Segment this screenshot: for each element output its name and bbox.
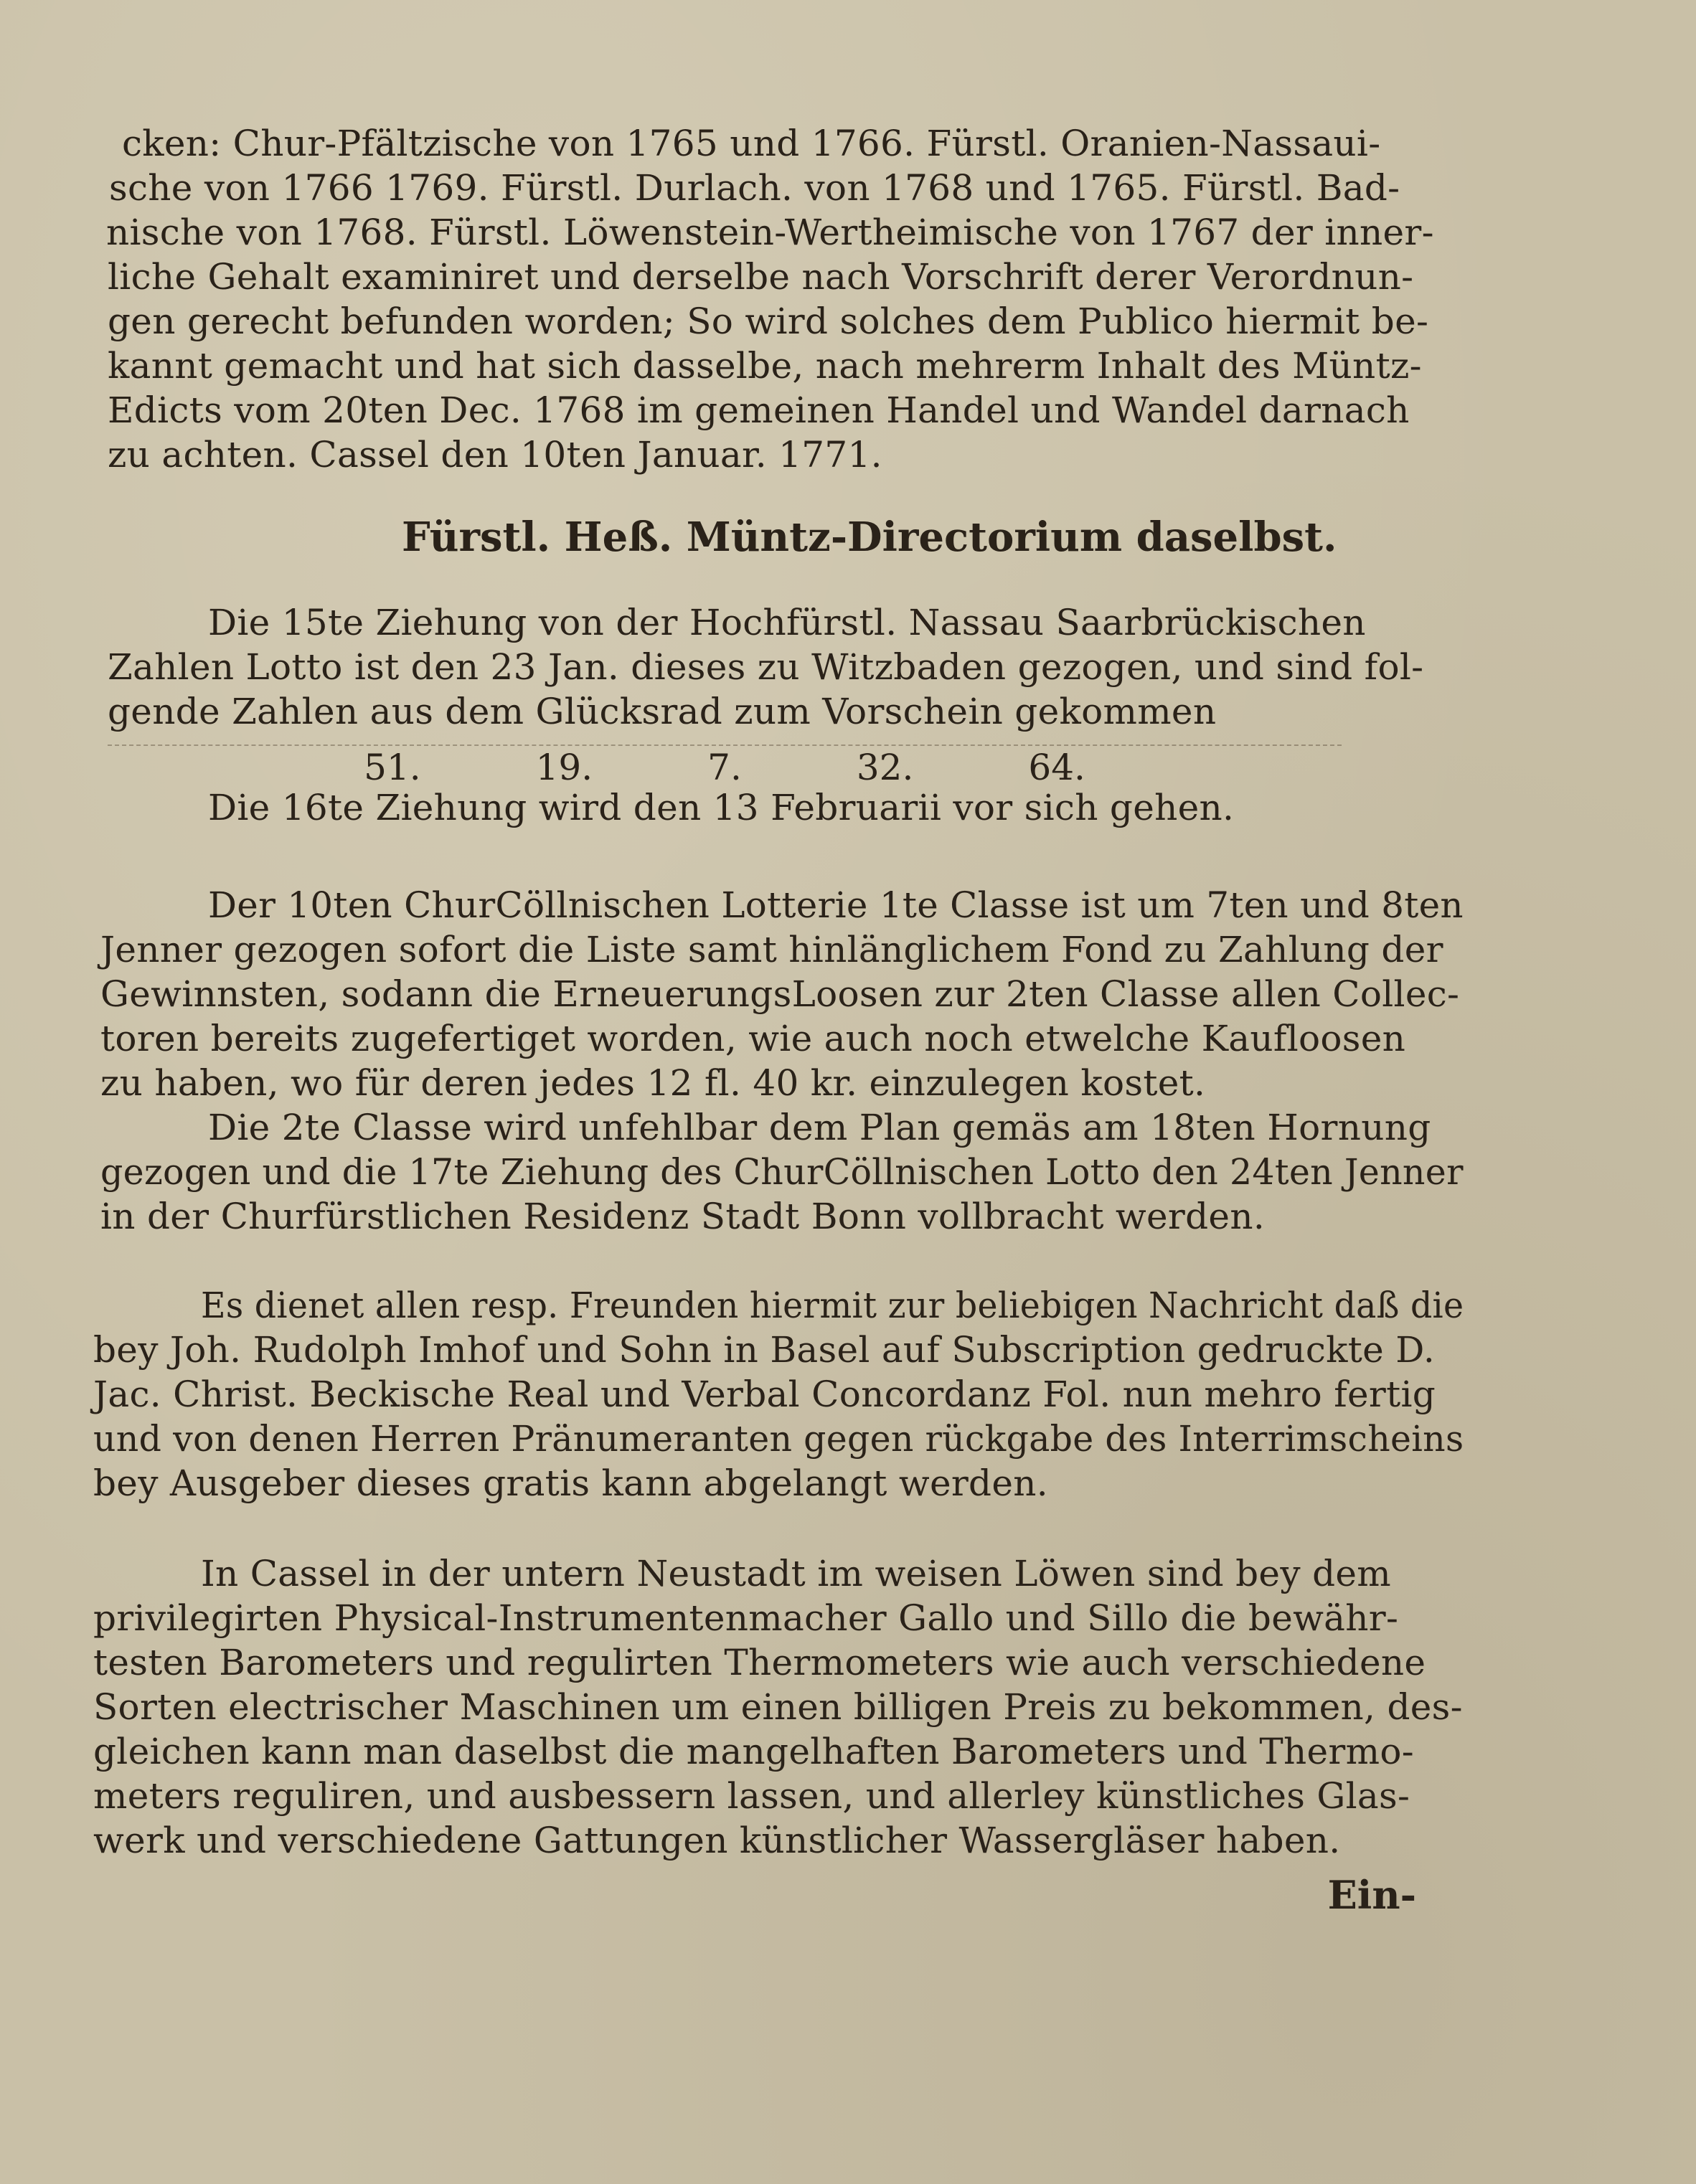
text-line: liche Gehalt examiniret und derselbe nach Vorschrift derer Verordnun- bbox=[108, 256, 1414, 298]
text-line: privilegirten Physical-Instrumentenmacher Gallo und Sillo die bewähr- bbox=[93, 1597, 1399, 1639]
catchword: Ein- bbox=[1327, 1872, 1416, 1918]
text-line: zu achten. Cassel den 10ten Januar. 1771. bbox=[108, 434, 882, 476]
text-line: bey Joh. Rudolph Imhof und Sohn in Basel auf Subscription gedruckte D. bbox=[93, 1329, 1436, 1371]
text-line: gende Zahlen aus dem Glücksrad zum Vorschein gekommen bbox=[108, 691, 1217, 732]
text-line: kannt gemacht und hat sich dasselbe, nach mehrerm Inhalt des Müntz- bbox=[108, 345, 1422, 387]
text-line: Jac. Christ. Beckische Real und Verbal Concordanz Fol. nun mehro fertig bbox=[93, 1374, 1436, 1415]
lotto-number: 19. bbox=[535, 747, 593, 788]
text-line: nische von 1768. Fürstl. Löwenstein-Wertheimische von 1767 der inner- bbox=[106, 212, 1434, 253]
text-line: Edicts vom 20ten Dec. 1768 im gemeinen Handel und Wandel darnach bbox=[108, 389, 1410, 431]
signature-heading: Fürstl. Heß. Müntz-Directorium daselbst. bbox=[402, 514, 1337, 561]
lotto-number: 32. bbox=[856, 747, 914, 788]
text-line: meters reguliren, und ausbessern lassen, und allerley künstliches Glas- bbox=[93, 1775, 1410, 1817]
text-line: Zahlen Lotto ist den 23 Jan. dieses zu Witzbaden gezogen, und sind fol- bbox=[108, 646, 1424, 688]
text-line: bey Ausgeber dieses gratis kann abgelangt werden. bbox=[93, 1462, 1048, 1504]
text-line: in der Churfürstlichen Residenz Stadt Bonn vollbracht werden. bbox=[100, 1196, 1266, 1237]
text-line: sche von 1766 1769. Fürstl. Durlach. von 1768 und 1765. Fürstl. Bad- bbox=[109, 167, 1400, 209]
text-line: und von denen Herren Pränumeranten gegen rückgabe des Interrimscheins bbox=[93, 1418, 1464, 1460]
text-line: testen Barometers und regulirten Thermometers wie auch verschiedene bbox=[93, 1642, 1426, 1683]
text-line: Die 15te Ziehung von der Hochfürstl. Nassau Saarbrückischen bbox=[208, 602, 1366, 643]
text-line: gezogen und die 17te Ziehung des ChurCöllnischen Lotto den 24ten Jenner bbox=[100, 1151, 1464, 1193]
text-line: Gewinnsten, sodann die ErneuerungsLoosen zur 2ten Classe allen Collec- bbox=[100, 973, 1460, 1015]
text-line: cken: Chur-Pfältzische von 1765 und 1766. Fürstl. Oranien-Nassaui- bbox=[122, 123, 1381, 164]
text-line: werk und verschiedene Gattungen künstlicher Wassergläser haben. bbox=[93, 1820, 1341, 1861]
lotto-number: 64. bbox=[1028, 747, 1085, 788]
text-line: In Cassel in der untern Neustadt im weisen Löwen sind bey dem bbox=[201, 1553, 1391, 1594]
text-line: Jenner gezogen sofort die Liste samt hinlänglichem Fond zu Zahlung der bbox=[100, 929, 1443, 970]
text-line: Die 16te Ziehung wird den 13 Februarii vor sich gehen. bbox=[208, 787, 1235, 828]
text-line: Die 2te Classe wird unfehlbar dem Plan gemäs am 18ten Hornung bbox=[208, 1107, 1431, 1148]
text-line: Sorten electrischer Maschinen um einen billigen Preis zu bekommen, des- bbox=[93, 1686, 1463, 1728]
lotto-numbers bbox=[108, 744, 1342, 790]
text-line: gleichen kann man daselbst die mangelhaften Barometers und Thermo- bbox=[93, 1731, 1414, 1772]
text-line: toren bereits zugefertiget worden, wie auch noch etwelche Kaufloosen bbox=[100, 1018, 1406, 1059]
text-line: Es dienet allen resp. Freunden hiermit zur beliebigen Nachricht daß die bbox=[201, 1285, 1464, 1326]
lotto-number: 51. bbox=[364, 747, 421, 788]
text-line: gen gerecht befunden worden; So wird solches dem Publico hiermit be- bbox=[108, 301, 1429, 342]
lotto-number: 7. bbox=[707, 747, 742, 788]
text-line: zu haben, wo für deren jedes 12 fl. 40 kr. einzulegen kostet. bbox=[100, 1062, 1206, 1104]
text-line: Der 10ten ChurCöllnischen Lotterie 1te Classe ist um 7ten und 8ten bbox=[208, 884, 1464, 926]
